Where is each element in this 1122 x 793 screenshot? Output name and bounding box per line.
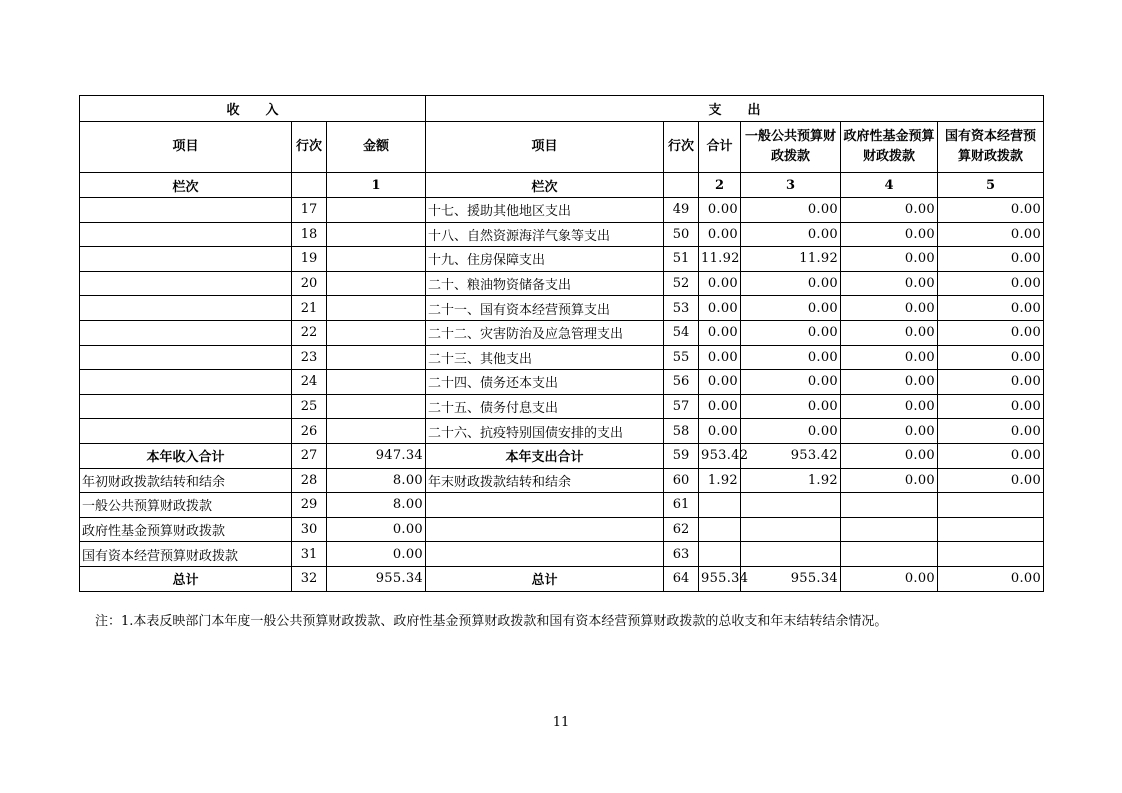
header-state-capital-budget: 国有资本经营预算财政拨款 [938, 122, 1044, 173]
expense-state-capital-budget: 0.00 [938, 222, 1044, 247]
expense-section-title: 支 出 [426, 96, 1044, 122]
expense-total: 0.00 [699, 296, 741, 321]
expense-item: 总计 [426, 566, 664, 591]
expense-total: 0.00 [699, 394, 741, 419]
income-amount: 0.00 [327, 542, 426, 567]
table-row [80, 370, 1044, 395]
expense-item [426, 517, 664, 542]
income-amount [327, 419, 426, 444]
income-item [80, 247, 292, 272]
expense-fund-budget: 0.00 [841, 345, 938, 370]
expense-line-no: 58 [664, 419, 699, 444]
year-total-row [80, 443, 1044, 468]
expense-state-capital-budget [938, 542, 1044, 567]
expense-general-budget: 11.92 [741, 247, 841, 272]
header-fund-budget: 政府性基金预算财政拨款 [841, 122, 938, 173]
table-row [80, 198, 1044, 223]
expense-total: 953.42 [699, 443, 741, 468]
expense-state-capital-budget: 0.00 [938, 296, 1044, 321]
expense-total: 0.00 [699, 198, 741, 223]
expense-fund-budget: 0.00 [841, 296, 938, 321]
header-income-amount: 金额 [327, 122, 426, 173]
expense-line-no: 56 [664, 370, 699, 395]
expense-total: 1.92 [699, 468, 741, 493]
income-line-no: 29 [292, 493, 327, 518]
table-row [80, 296, 1044, 321]
expense-general-budget: 0.00 [741, 296, 841, 321]
expense-total: 0.00 [699, 222, 741, 247]
expense-line-no: 49 [664, 198, 699, 223]
income-line-no: 20 [292, 271, 327, 296]
table-footnote: 注：1.本表反映部门本年度一般公共预算财政拨款、政府性基金预算财政拨款和国有资本经营预算财政拨款的总收支和年末结转结余情况。 [95, 614, 888, 629]
income-amount [327, 222, 426, 247]
expense-state-capital-budget [938, 493, 1044, 518]
expense-line-no: 60 [664, 468, 699, 493]
income-amount: 8.00 [327, 468, 426, 493]
expense-state-capital-budget [938, 517, 1044, 542]
income-line-no: 26 [292, 419, 327, 444]
income-item [80, 345, 292, 370]
expense-line-no: 62 [664, 517, 699, 542]
expense-line-no: 51 [664, 247, 699, 272]
expense-item: 十七、援助其他地区支出 [426, 198, 664, 223]
expense-line-no: 54 [664, 320, 699, 345]
income-item: 本年收入合计 [80, 443, 292, 468]
expense-general-budget: 1.92 [741, 468, 841, 493]
expense-general-budget: 955.34 [741, 566, 841, 591]
header-general-budget: 一般公共预算财政拨款 [741, 122, 841, 173]
expense-fund-budget [841, 542, 938, 567]
table-row [80, 345, 1044, 370]
expense-state-capital-budget: 0.00 [938, 443, 1044, 468]
expense-fund-budget: 0.00 [841, 443, 938, 468]
income-item [80, 394, 292, 419]
income-line-no: 21 [292, 296, 327, 321]
expense-state-capital-budget: 0.00 [938, 394, 1044, 419]
carryover-row [80, 468, 1044, 493]
table-row [80, 271, 1044, 296]
income-item: 年初财政拨款结转和结余 [80, 468, 292, 493]
lanci-col-4: 4 [841, 173, 938, 198]
expense-fund-budget: 0.00 [841, 419, 938, 444]
expense-line-no: 61 [664, 493, 699, 518]
income-line-no: 30 [292, 517, 327, 542]
table-row [80, 394, 1044, 419]
expense-state-capital-budget: 0.00 [938, 566, 1044, 591]
income-line-no: 28 [292, 468, 327, 493]
income-section-title: 收 入 [80, 96, 426, 122]
income-item [80, 222, 292, 247]
expense-general-budget: 0.00 [741, 320, 841, 345]
lanci-col-1: 1 [327, 173, 426, 198]
header-income-item: 项目 [80, 122, 292, 173]
expense-item: 二十五、债务付息支出 [426, 394, 664, 419]
income-amount [327, 247, 426, 272]
expense-line-no: 63 [664, 542, 699, 567]
lanci-row [80, 173, 1044, 198]
lanci-empty [292, 173, 327, 198]
expense-total: 955.34 [699, 566, 741, 591]
expense-general-budget: 0.00 [741, 222, 841, 247]
expense-item: 二十、粮油物资储备支出 [426, 271, 664, 296]
income-amount [327, 394, 426, 419]
expense-fund-budget: 0.00 [841, 566, 938, 591]
table-row [80, 222, 1044, 247]
expense-fund-budget: 0.00 [841, 222, 938, 247]
expense-line-no: 55 [664, 345, 699, 370]
income-amount: 947.34 [327, 443, 426, 468]
income-line-no: 17 [292, 198, 327, 223]
expense-state-capital-budget: 0.00 [938, 419, 1044, 444]
income-item: 政府性基金预算财政拨款 [80, 517, 292, 542]
income-item [80, 320, 292, 345]
income-item [80, 370, 292, 395]
header-expense-item: 项目 [426, 122, 664, 173]
expense-line-no: 57 [664, 394, 699, 419]
income-line-no: 32 [292, 566, 327, 591]
income-amount: 8.00 [327, 493, 426, 518]
expense-line-no: 53 [664, 296, 699, 321]
expense-general-budget: 953.42 [741, 443, 841, 468]
income-item: 一般公共预算财政拨款 [80, 493, 292, 518]
income-line-no: 27 [292, 443, 327, 468]
income-line-no: 18 [292, 222, 327, 247]
income-amount [327, 320, 426, 345]
expense-item: 年末财政拨款结转和结余 [426, 468, 664, 493]
lanci-col-2: 2 [699, 173, 741, 198]
expense-line-no: 50 [664, 222, 699, 247]
expense-state-capital-budget: 0.00 [938, 370, 1044, 395]
expense-fund-budget: 0.00 [841, 271, 938, 296]
expense-item: 十九、住房保障支出 [426, 247, 664, 272]
header-income-line: 行次 [292, 122, 327, 173]
income-amount: 955.34 [327, 566, 426, 591]
page-number: 11 [552, 715, 570, 730]
expense-total: 0.00 [699, 320, 741, 345]
income-item [80, 419, 292, 444]
expense-fund-budget [841, 517, 938, 542]
expense-state-capital-budget: 0.00 [938, 320, 1044, 345]
expense-general-budget: 0.00 [741, 419, 841, 444]
expense-general-budget [741, 542, 841, 567]
income-amount: 0.00 [327, 517, 426, 542]
expense-general-budget: 0.00 [741, 198, 841, 223]
lanci-right-label: 栏次 [426, 173, 664, 198]
income-amount [327, 296, 426, 321]
expense-fund-budget: 0.00 [841, 370, 938, 395]
table-row [80, 320, 1044, 345]
expense-line-no: 59 [664, 443, 699, 468]
lanci-empty [664, 173, 699, 198]
income-line-no: 23 [292, 345, 327, 370]
expense-item: 二十三、其他支出 [426, 345, 664, 370]
fiscal-appropriation-table [79, 95, 1044, 592]
income-amount [327, 370, 426, 395]
expense-state-capital-budget: 0.00 [938, 468, 1044, 493]
expense-general-budget: 0.00 [741, 271, 841, 296]
income-amount [327, 345, 426, 370]
expense-general-budget [741, 493, 841, 518]
income-item [80, 271, 292, 296]
carryover-subitem-row [80, 542, 1044, 567]
carryover-subitem-row [80, 517, 1044, 542]
expense-fund-budget: 0.00 [841, 394, 938, 419]
expense-general-budget [741, 517, 841, 542]
expense-fund-budget: 0.00 [841, 247, 938, 272]
table-row [80, 247, 1044, 272]
expense-item [426, 542, 664, 567]
expense-total: 0.00 [699, 370, 741, 395]
income-amount [327, 198, 426, 223]
income-line-no: 24 [292, 370, 327, 395]
lanci-col-3: 3 [741, 173, 841, 198]
grand-total-row [80, 566, 1044, 591]
expense-state-capital-budget: 0.00 [938, 198, 1044, 223]
expense-total [699, 517, 741, 542]
header-expense-line: 行次 [664, 122, 699, 173]
expense-line-no: 52 [664, 271, 699, 296]
income-line-no: 19 [292, 247, 327, 272]
expense-fund-budget: 0.00 [841, 320, 938, 345]
expense-fund-budget: 0.00 [841, 198, 938, 223]
expense-total: 11.92 [699, 247, 741, 272]
lanci-left-label: 栏次 [80, 173, 292, 198]
expense-fund-budget [841, 493, 938, 518]
table-row [80, 419, 1044, 444]
expense-total: 0.00 [699, 271, 741, 296]
expense-total: 0.00 [699, 419, 741, 444]
expense-item: 二十六、抗疫特别国债安排的支出 [426, 419, 664, 444]
carryover-subitem-row [80, 493, 1044, 518]
lanci-col-5: 5 [938, 173, 1044, 198]
section-header-row [80, 96, 1044, 122]
expense-line-no: 64 [664, 566, 699, 591]
income-line-no: 31 [292, 542, 327, 567]
expense-general-budget: 0.00 [741, 370, 841, 395]
expense-item: 二十二、灾害防治及应急管理支出 [426, 320, 664, 345]
income-item [80, 198, 292, 223]
expense-total [699, 493, 741, 518]
header-expense-total: 合计 [699, 122, 741, 173]
income-item: 国有资本经营预算财政拨款 [80, 542, 292, 567]
expense-general-budget: 0.00 [741, 394, 841, 419]
expense-state-capital-budget: 0.00 [938, 345, 1044, 370]
column-header-row [80, 122, 1044, 173]
expense-total: 0.00 [699, 345, 741, 370]
expense-item: 二十一、国有资本经营预算支出 [426, 296, 664, 321]
expense-fund-budget: 0.00 [841, 468, 938, 493]
income-item [80, 296, 292, 321]
expense-total [699, 542, 741, 567]
expense-item: 十八、自然资源海洋气象等支出 [426, 222, 664, 247]
expense-general-budget: 0.00 [741, 345, 841, 370]
income-amount [327, 271, 426, 296]
expense-item: 本年支出合计 [426, 443, 664, 468]
expense-item [426, 493, 664, 518]
income-item: 总计 [80, 566, 292, 591]
income-line-no: 22 [292, 320, 327, 345]
expense-state-capital-budget: 0.00 [938, 247, 1044, 272]
income-line-no: 25 [292, 394, 327, 419]
expense-item: 二十四、债务还本支出 [426, 370, 664, 395]
expense-state-capital-budget: 0.00 [938, 271, 1044, 296]
